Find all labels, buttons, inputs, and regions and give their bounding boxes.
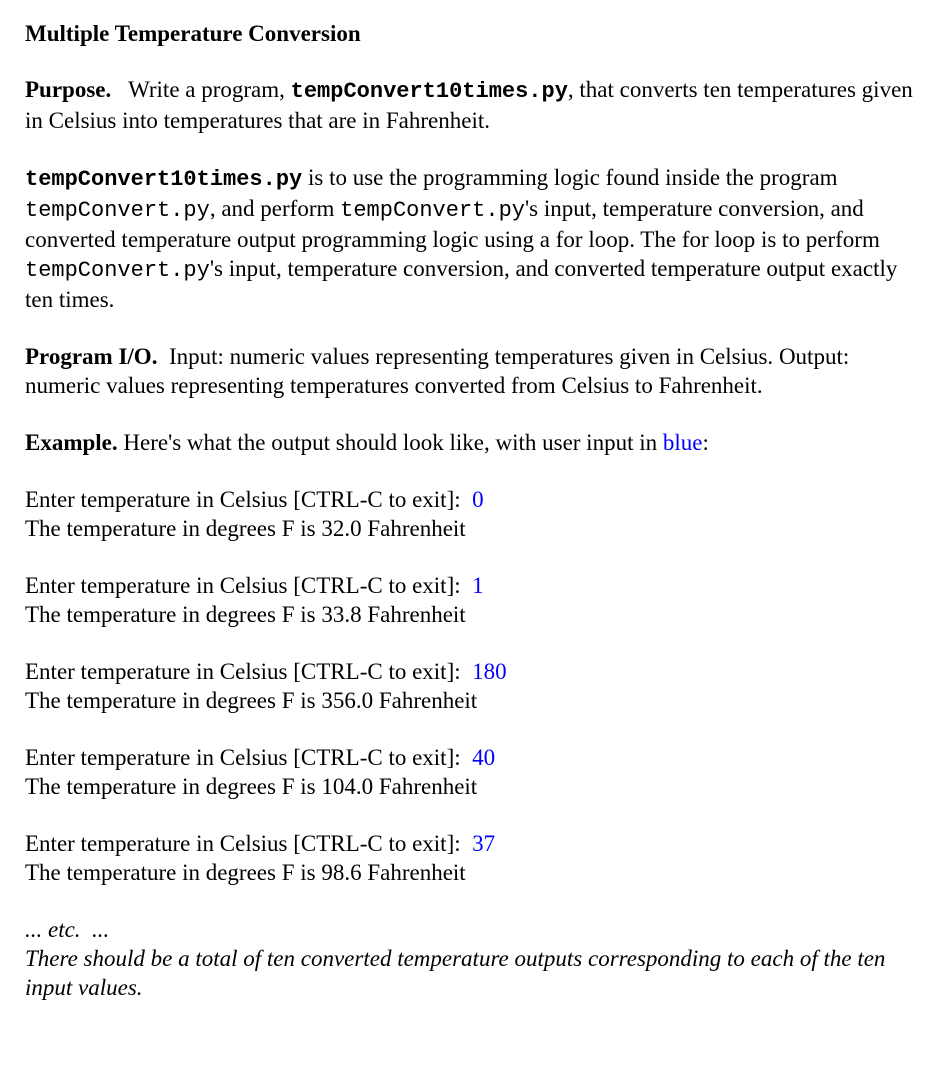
document-page [25, 19, 925, 1002]
example-run-5 [25, 829, 925, 887]
purpose-paragraph [25, 75, 925, 135]
example-run-4 [25, 743, 925, 801]
description-file-c: tempConvert.py [25, 258, 210, 283]
purpose-text-after: , that converts ten temperatures given in Celsius into temperatures that are in Fahrenheit. [25, 77, 913, 133]
example-text-before: Here's what the output should look like, with user input in [123, 430, 658, 455]
program-io-paragraph [25, 342, 925, 400]
output-line: The temperature in degrees F is 98.6 Fahrenheit [25, 860, 466, 885]
description-part2: , and perform [209, 196, 341, 221]
output-line: The temperature in degrees F is 33.8 Fahrenheit [25, 602, 466, 627]
description-part1: is to use the programming logic found inside the program [302, 165, 838, 190]
program-io-input: Input: numeric values representing temperatures given in Celsius. [168, 344, 774, 369]
user-input-value: 37 [472, 831, 496, 856]
example-run-2 [25, 571, 925, 629]
prompt-line [25, 571, 925, 600]
user-input-value: 40 [472, 745, 496, 770]
closing-block [25, 915, 925, 1002]
example-run-1 [25, 485, 925, 543]
example-text-after: : [702, 430, 709, 455]
output-line: The temperature in degrees F is 32.0 Fahrenheit [25, 516, 466, 541]
output-line: The temperature in degrees F is 104.0 Fahrenheit [25, 774, 478, 799]
purpose-text-before: Write a program, [128, 77, 285, 102]
example-blue-word: blue [662, 430, 703, 455]
program-io-output: Output: numeric values representing temperatures converted from Celsius to Fahrenheit. [25, 344, 850, 398]
prompt-text: Enter temperature in Celsius [CTRL-C to exit]: [25, 659, 473, 684]
output-line: The temperature in degrees F is 356.0 Fahrenheit [25, 688, 478, 713]
purpose-label: Purpose. [25, 77, 112, 102]
closing-note: There should be a total of ten converted temperature outputs corresponding to each of the ten input values. [25, 946, 886, 1000]
prompt-text: Enter temperature in Celsius [CTRL-C to exit]: [25, 487, 473, 512]
description-part3: 's input, temperature conversion, and converted temperature output programming logic using a for loop. The for loop is to perform [25, 196, 880, 252]
description-file-a: tempConvert.py [25, 198, 210, 223]
description-file-b: tempConvert.py [340, 198, 525, 223]
purpose-filename: tempConvert10times.py [290, 79, 568, 104]
prompt-text: Enter temperature in Celsius [CTRL-C to exit]: [25, 831, 473, 856]
description-paragraph [25, 163, 925, 314]
example-run-3 [25, 657, 925, 715]
user-input-value: 180 [472, 659, 507, 684]
prompt-line [25, 485, 925, 514]
user-input-value: 0 [472, 487, 484, 512]
description-filename: tempConvert10times.py [25, 167, 303, 192]
prompt-text: Enter temperature in Celsius [CTRL-C to exit]: [25, 573, 473, 598]
example-label: Example. [25, 430, 118, 455]
etc-line: ... etc. ... [25, 917, 110, 942]
prompt-line [25, 743, 925, 772]
example-paragraph [25, 428, 925, 457]
page-title: Multiple Temperature Conversion [25, 21, 361, 46]
description-part4: 's input, temperature conversion, and converted temperature output exactly ten times. [25, 256, 898, 312]
prompt-line [25, 657, 925, 686]
prompt-text: Enter temperature in Celsius [CTRL-C to exit]: [25, 745, 473, 770]
prompt-line [25, 829, 925, 858]
user-input-value: 1 [472, 573, 484, 598]
program-io-label: Program I/O. [25, 344, 158, 369]
